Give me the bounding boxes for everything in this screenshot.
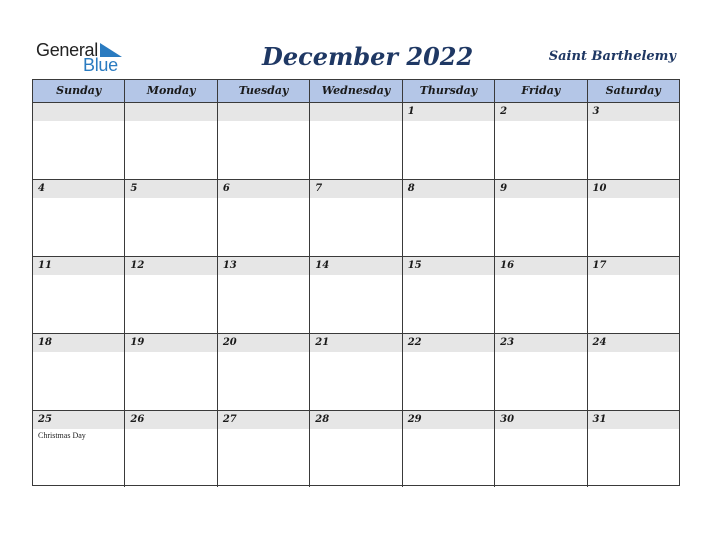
day-number: 24 bbox=[592, 337, 607, 348]
calendar-week-row bbox=[33, 334, 679, 411]
day-number: 12 bbox=[130, 260, 145, 271]
day-cell bbox=[495, 180, 587, 256]
day-number: 2 bbox=[500, 106, 508, 117]
day-cell bbox=[403, 257, 495, 333]
day-number: 1 bbox=[407, 106, 415, 117]
day-number: 17 bbox=[592, 260, 607, 271]
day-cell bbox=[218, 334, 310, 410]
calendar-grid bbox=[32, 79, 680, 486]
day-cell bbox=[218, 103, 310, 179]
day-number-band bbox=[218, 103, 309, 121]
day-number: 8 bbox=[407, 183, 415, 194]
day-cell bbox=[495, 334, 587, 410]
day-cell bbox=[310, 180, 402, 256]
day-number: 30 bbox=[500, 414, 515, 425]
day-cell bbox=[310, 411, 402, 487]
day-cell bbox=[588, 334, 679, 410]
day-cell bbox=[125, 411, 217, 487]
day-number: 11 bbox=[38, 260, 52, 271]
day-number-band bbox=[33, 180, 124, 198]
weekday-header-monday: Monday bbox=[125, 80, 217, 102]
day-cell bbox=[125, 103, 217, 179]
weekday-header-friday: Friday bbox=[495, 80, 587, 102]
day-number-band bbox=[33, 103, 124, 121]
day-number-band bbox=[495, 180, 586, 198]
day-number-band bbox=[310, 180, 401, 198]
calendar-week-row bbox=[33, 103, 679, 180]
day-number: 10 bbox=[592, 183, 607, 194]
day-cell bbox=[33, 180, 125, 256]
day-cell bbox=[403, 411, 495, 487]
day-cell bbox=[403, 334, 495, 410]
day-cell bbox=[125, 334, 217, 410]
day-number-band bbox=[495, 103, 586, 121]
day-cell bbox=[33, 257, 125, 333]
day-number: 19 bbox=[130, 337, 145, 348]
day-number: 21 bbox=[315, 337, 330, 348]
logo-text-general: General bbox=[36, 40, 98, 60]
day-cell bbox=[495, 411, 587, 487]
logo-text-blue: Blue bbox=[83, 55, 118, 75]
day-cell bbox=[403, 103, 495, 179]
day-number-band bbox=[310, 103, 401, 121]
day-cell bbox=[495, 103, 587, 179]
day-cell bbox=[310, 257, 402, 333]
calendar-title: December 2022 bbox=[262, 42, 474, 71]
day-number-band bbox=[125, 180, 216, 198]
day-cell bbox=[403, 180, 495, 256]
calendar-weeks bbox=[33, 103, 679, 487]
region-name: Saint Barthelemy bbox=[548, 49, 676, 64]
day-number: 28 bbox=[315, 414, 330, 425]
day-number: 18 bbox=[38, 337, 52, 348]
day-cell bbox=[310, 334, 402, 410]
day-number: 3 bbox=[592, 106, 600, 117]
calendar-week-row bbox=[33, 257, 679, 334]
day-cell bbox=[33, 103, 125, 179]
weekday-header-tuesday: Tuesday bbox=[218, 80, 310, 102]
day-number-band bbox=[218, 180, 309, 198]
day-cell bbox=[218, 257, 310, 333]
day-number: 4 bbox=[38, 183, 45, 194]
day-number: 23 bbox=[500, 337, 515, 348]
day-number: 16 bbox=[500, 260, 515, 271]
day-cell bbox=[125, 257, 217, 333]
day-number: 22 bbox=[407, 337, 422, 348]
day-cell bbox=[588, 411, 679, 487]
day-number: 31 bbox=[592, 414, 607, 425]
day-number: 7 bbox=[315, 183, 323, 194]
weekday-header-wednesday: Wednesday bbox=[310, 80, 402, 102]
weekday-header-row bbox=[33, 80, 679, 103]
day-number: 5 bbox=[130, 183, 138, 194]
day-cell bbox=[33, 411, 125, 487]
day-number: 29 bbox=[407, 414, 422, 425]
weekday-header-thursday: Thursday bbox=[403, 80, 495, 102]
day-number: 9 bbox=[500, 183, 508, 194]
weekday-header-saturday: Saturday bbox=[605, 84, 661, 97]
day-cell bbox=[218, 180, 310, 256]
day-cell bbox=[588, 103, 679, 179]
day-cell bbox=[588, 180, 679, 256]
day-cell bbox=[125, 180, 217, 256]
day-number-band bbox=[588, 103, 679, 121]
day-cell bbox=[33, 334, 125, 410]
calendar-week-row bbox=[33, 180, 679, 257]
day-number: 26 bbox=[130, 414, 145, 425]
day-number: 6 bbox=[222, 183, 230, 194]
weekday-header-sunday: Sunday bbox=[33, 80, 125, 102]
day-number-band bbox=[125, 103, 216, 121]
day-cell bbox=[218, 411, 310, 487]
day-cell bbox=[310, 103, 402, 179]
day-number: 27 bbox=[222, 414, 237, 425]
calendar-week-row bbox=[33, 411, 679, 487]
holiday-label: Christmas Day bbox=[38, 431, 86, 440]
general-blue-logo bbox=[36, 40, 126, 74]
day-number-band bbox=[403, 180, 494, 198]
day-number: 25 bbox=[38, 414, 52, 425]
day-cell bbox=[495, 257, 587, 333]
day-number-band bbox=[403, 103, 494, 121]
day-cell bbox=[588, 257, 679, 333]
day-number: 14 bbox=[315, 260, 330, 271]
day-number: 13 bbox=[222, 260, 237, 271]
day-number: 20 bbox=[222, 337, 237, 348]
day-number: 15 bbox=[407, 260, 422, 271]
